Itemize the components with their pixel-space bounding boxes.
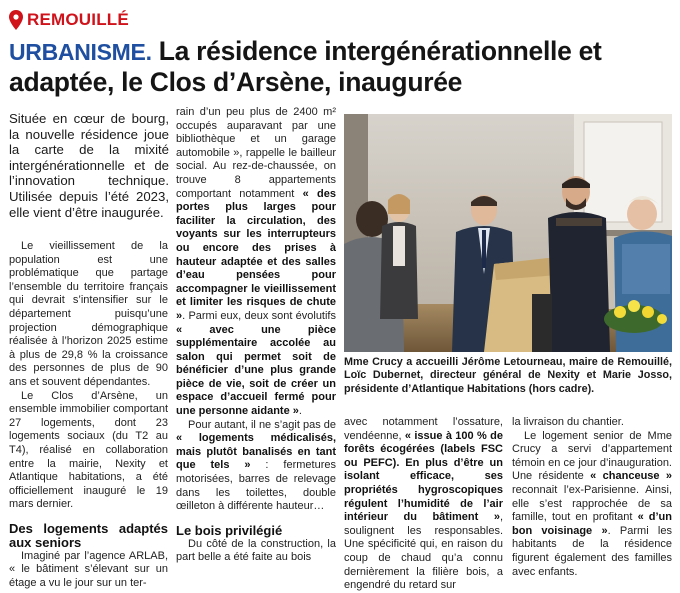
- col1-paragraph-1: Le vieillissement de la population est une problématique que partage l’ensemble du territoire français qui devrait s’intensifier sur le département puisqu’une projection démographique réalisée à l’horizon 2025 estime à plus de 29,8 % la croissance des personnes de plus de 90 ans et souvent dépendantes.: [9, 240, 168, 388]
- subheading-seniors: Des logements adaptés aux seniors: [9, 520, 168, 550]
- photo-caption: Mme Crucy a accueilli Jérôme Letourneau, maire de Remouillé, Loïc Dubernet, directeur général de Nexity et Marie Josso, présidente d’Atlantique Habitations (hors cadre).: [344, 356, 672, 395]
- col3-quote: « issue à 100 % de forêts écogérées (labels FSC ou PEFC). En plus d’être un isolant efficace, ses propriétés hygroscopiques régulent l’humidité de l’air intérieur du bâtiment »: [344, 429, 503, 524]
- col2-paragraph-2: [176, 419, 336, 514]
- col4-text: Le logement senior de Mme Crucy a servi d’appartement témoin en ce jour d’inauguration. Une résidente: [512, 429, 672, 483]
- location-pin-icon: [9, 10, 23, 30]
- article-column-3: [344, 416, 503, 593]
- col2-text: .: [298, 405, 302, 418]
- article-column-2: [176, 106, 336, 565]
- intro-paragraph: [9, 111, 169, 220]
- col3-paragraph-1: [344, 416, 503, 593]
- col2-text: rain d’un peu plus de 2400 m² occupés auparavant par une bibliothèque et un garage automobile », rappelle le bailleur social. Au rez-de-chaussée, on trouve 8 appartements comportant notamment: [176, 106, 336, 200]
- col4-paragraph-2: [512, 430, 672, 580]
- headline-title: La résidence intergénérationnelle et adaptée, le Clos d’Arsène, inaugurée: [9, 36, 602, 97]
- col2-quote: « des portes plus larges pour faciliter la circulation, des voyants sur les interrupteurs ou encore des prises à hauteur adaptée et des salles d’eau pensées pour accompagner le vieillissement et limiter les risques de chute »: [176, 187, 336, 322]
- col4-quote: « d’un bon voisinage »: [512, 511, 672, 537]
- col4-quote: « chanceuse »: [590, 470, 673, 483]
- col2-paragraph-3: Du côté de la construction, la part belle a été faite au bois: [176, 537, 336, 564]
- col1-paragraph-2: Le Clos d’Arsène, un ensemble immobilier comportant 27 logements, dont 23 logements sociaux (du T2 au T4), réalisé en collaboration entre la mairie, Nexity et Atlantique habitations, a été officiellement inauguré le 19 mars dernier.: [9, 389, 168, 511]
- col2-quote: « avec une pièce supplémentaire accolée au salon qui permet soit de bénéficier d’une plus grande pièce de vie, soit de créer un espace d’accueil fermé pour une personne aidante »: [176, 323, 336, 418]
- headline-kicker: URBANISME.: [9, 39, 152, 65]
- col4-paragraph-1: la livraison du chantier.: [512, 416, 624, 428]
- inauguration-photo: [344, 114, 672, 352]
- col2-text: : fermetures motorisées, barres de relevage dans les toilettes, double œilleton à différente hauteur…: [176, 459, 336, 513]
- headline: [9, 36, 675, 97]
- col2-text: . Parmi eux, deux sont évolutifs: [182, 309, 336, 322]
- intro-text: Située en cœur de bourg, la nouvelle résidence joue la carte de la mixité intergénérationnelle et de l’innovation technique. Utilisée depuis l’été 2023, elle vient d’être inaugurée.: [9, 111, 169, 220]
- col4-text: reconnait l’ex-Parisienne. Ainsi, elle s’est rapprochée de sa famille, tout en profitant: [512, 483, 672, 524]
- col3-text: , soulignent les responsables. Une spécificité qui, en raison du coup de chaud qu’a connu dernièrement la filière bois, a engendré du retard sur: [344, 511, 503, 592]
- col2-paragraph-1: [176, 106, 336, 419]
- col4-text: . Parmi les habitants de la résidence figurent également des familles avec enfants.: [512, 524, 672, 578]
- location-label: REMOUILLÉ: [27, 10, 129, 29]
- col3-text: avec notamment l’ossature, vendéenne,: [344, 416, 503, 442]
- col2-quote: « logements médicalisés, mais plutôt banalisés en tant que tels »: [176, 432, 336, 472]
- col1-paragraph-3: Imaginé par l’agence ARLAB, « le bâtiment s’élevant sur un étage a vu le jour sur un ter-: [9, 549, 168, 590]
- article-column-4: [512, 416, 672, 579]
- col2-text: Pour autant, il ne s’agit pas de: [188, 418, 336, 431]
- article-column-1: [9, 240, 168, 591]
- subheading-bois: Le bois privilégié: [176, 522, 283, 538]
